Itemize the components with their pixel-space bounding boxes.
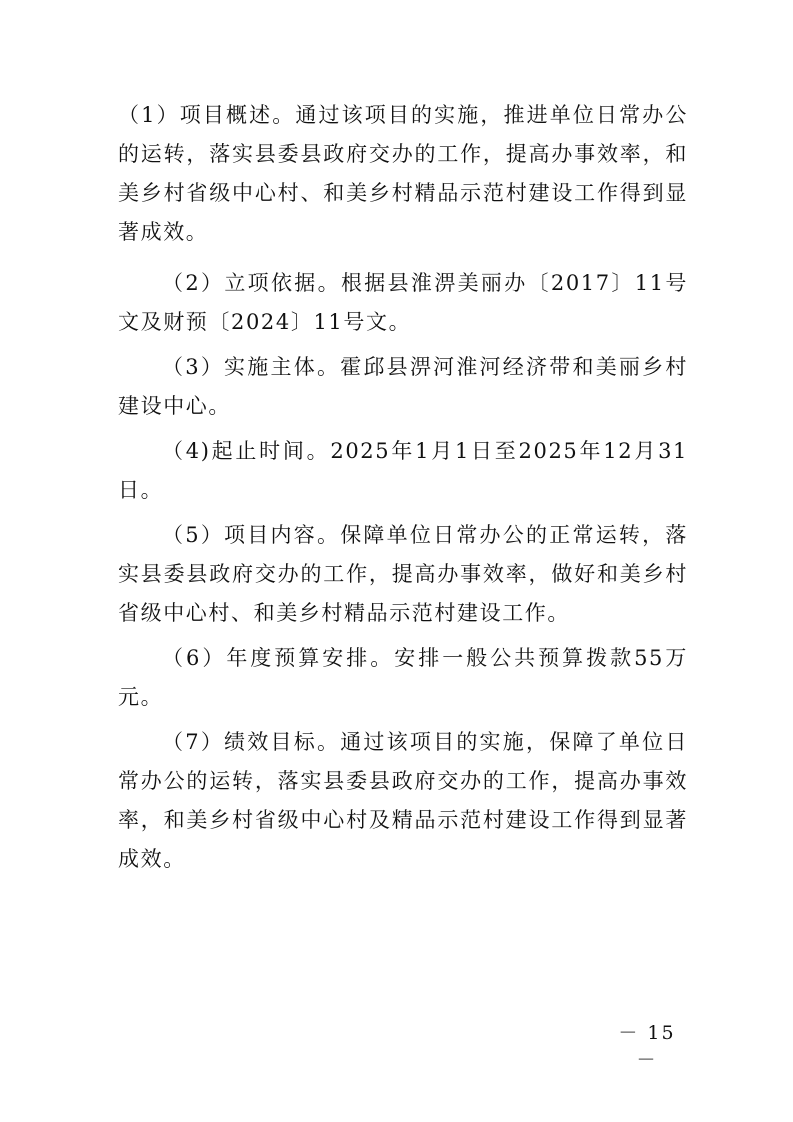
paragraph-implementing-entity: （3）实施主体。霍邱县淠河淮河经济带和美丽乡村建设中心。: [118, 355, 688, 418]
paragraph-performance-goals: （7）绩效目标。通过该项目的实施，保障了单位日常办公的运转，落实县委县政府交办的工作，提高办事效率，和美乡村省级中心村及精品示范村建设工作得到显著成效。: [118, 730, 688, 871]
paragraph-time-period: （4)起止时间。2025年1月1日至2025年12月31日。: [118, 439, 688, 502]
paragraph-project-content: （5）项目内容。保障单位日常办公的正常运转，落实县委县政府交办的工作，提高办事效率，做好和美乡村省级中心村、和美乡村精品示范村建设工作。: [118, 523, 688, 625]
page-number: － 15 －: [618, 1022, 676, 1071]
document-body: [118, 96, 688, 885]
paragraph-project-overview: （1）项目概述。通过该项目的实施，推进单位日常办公的运转，落实县委县政府交办的工作，提高办事效率，和美乡村省级中心村、和美乡村精品示范村建设工作得到显著成效。: [118, 103, 688, 244]
paragraph-annual-budget: （6）年度预算安排。安排一般公共预算拨款55万元。: [118, 646, 688, 709]
paragraph-project-basis: （2）立项依据。根据县淮淠美丽办〔2017〕11号文及财预〔2024〕11号文。: [118, 271, 688, 334]
